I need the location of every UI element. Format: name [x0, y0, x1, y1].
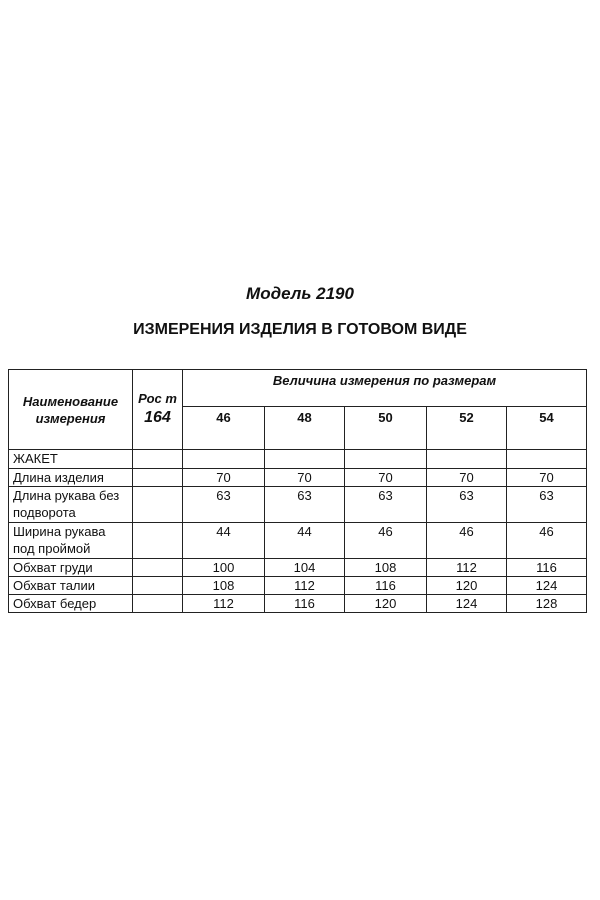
value-cell: 124 [507, 577, 587, 595]
value-cell: 116 [507, 559, 587, 577]
value-cell: 63 [265, 487, 345, 523]
value-cell: 120 [427, 577, 507, 595]
height-cell [133, 595, 183, 613]
size-cell: 48 [265, 407, 345, 450]
empty-cell [265, 450, 345, 469]
row-name: Ширина рукава под проймой [9, 523, 133, 559]
value-cell: 63 [507, 487, 587, 523]
value-cell: 63 [427, 487, 507, 523]
row-name: Длина изделия [9, 469, 133, 487]
model-title: Модель 2190 [246, 284, 354, 303]
header-height-label: Рос т [138, 390, 177, 406]
row-name: Обхват талии [9, 577, 133, 595]
value-cell: 70 [345, 469, 427, 487]
value-cell: 116 [265, 595, 345, 613]
empty-cell [183, 450, 265, 469]
table-row [9, 559, 587, 577]
empty-cell [427, 450, 507, 469]
value-cell: 46 [345, 523, 427, 559]
table-row [9, 577, 587, 595]
value-cell: 108 [345, 559, 427, 577]
table-header-row [9, 370, 587, 407]
value-cell: 46 [507, 523, 587, 559]
section-label: ЖАКЕТ [9, 450, 133, 469]
value-cell: 100 [183, 559, 265, 577]
value-cell: 63 [183, 487, 265, 523]
value-cell: 124 [427, 595, 507, 613]
empty-cell [133, 450, 183, 469]
value-cell: 116 [345, 577, 427, 595]
value-cell: 70 [265, 469, 345, 487]
size-cell: 50 [345, 407, 427, 450]
header-measurement-name: Наименование измерения [9, 370, 133, 450]
size-cell: 54 [507, 407, 587, 450]
header-height [133, 370, 183, 450]
empty-cell [507, 450, 587, 469]
header-height-value: 164 [144, 408, 171, 426]
size-cell: 52 [427, 407, 507, 450]
value-cell: 63 [345, 487, 427, 523]
row-name: Длина рукава без подворота [9, 487, 133, 523]
main-title: ИЗМЕРЕНИЯ ИЗДЕЛИЯ В ГОТОВОМ ВИДЕ [133, 321, 467, 338]
value-cell: 128 [507, 595, 587, 613]
value-cell: 104 [265, 559, 345, 577]
value-cell: 70 [183, 469, 265, 487]
value-cell: 70 [507, 469, 587, 487]
value-cell: 70 [427, 469, 507, 487]
height-cell [133, 469, 183, 487]
table-row [9, 469, 587, 487]
table-row [9, 595, 587, 613]
value-cell: 46 [427, 523, 507, 559]
empty-cell [345, 450, 427, 469]
height-cell [133, 487, 183, 523]
row-name: Обхват бедер [9, 595, 133, 613]
row-name: Обхват груди [9, 559, 133, 577]
value-cell: 44 [265, 523, 345, 559]
table-row [9, 487, 587, 523]
measurement-table [8, 369, 587, 613]
height-cell [133, 577, 183, 595]
header-sizes: Величина измерения по размерам [183, 370, 587, 407]
value-cell: 112 [265, 577, 345, 595]
height-cell [133, 523, 183, 559]
table-row [9, 523, 587, 559]
value-cell: 120 [345, 595, 427, 613]
section-row [9, 450, 587, 469]
value-cell: 44 [183, 523, 265, 559]
size-cell: 46 [183, 407, 265, 450]
value-cell: 108 [183, 577, 265, 595]
value-cell: 112 [427, 559, 507, 577]
value-cell: 112 [183, 595, 265, 613]
height-cell [133, 559, 183, 577]
